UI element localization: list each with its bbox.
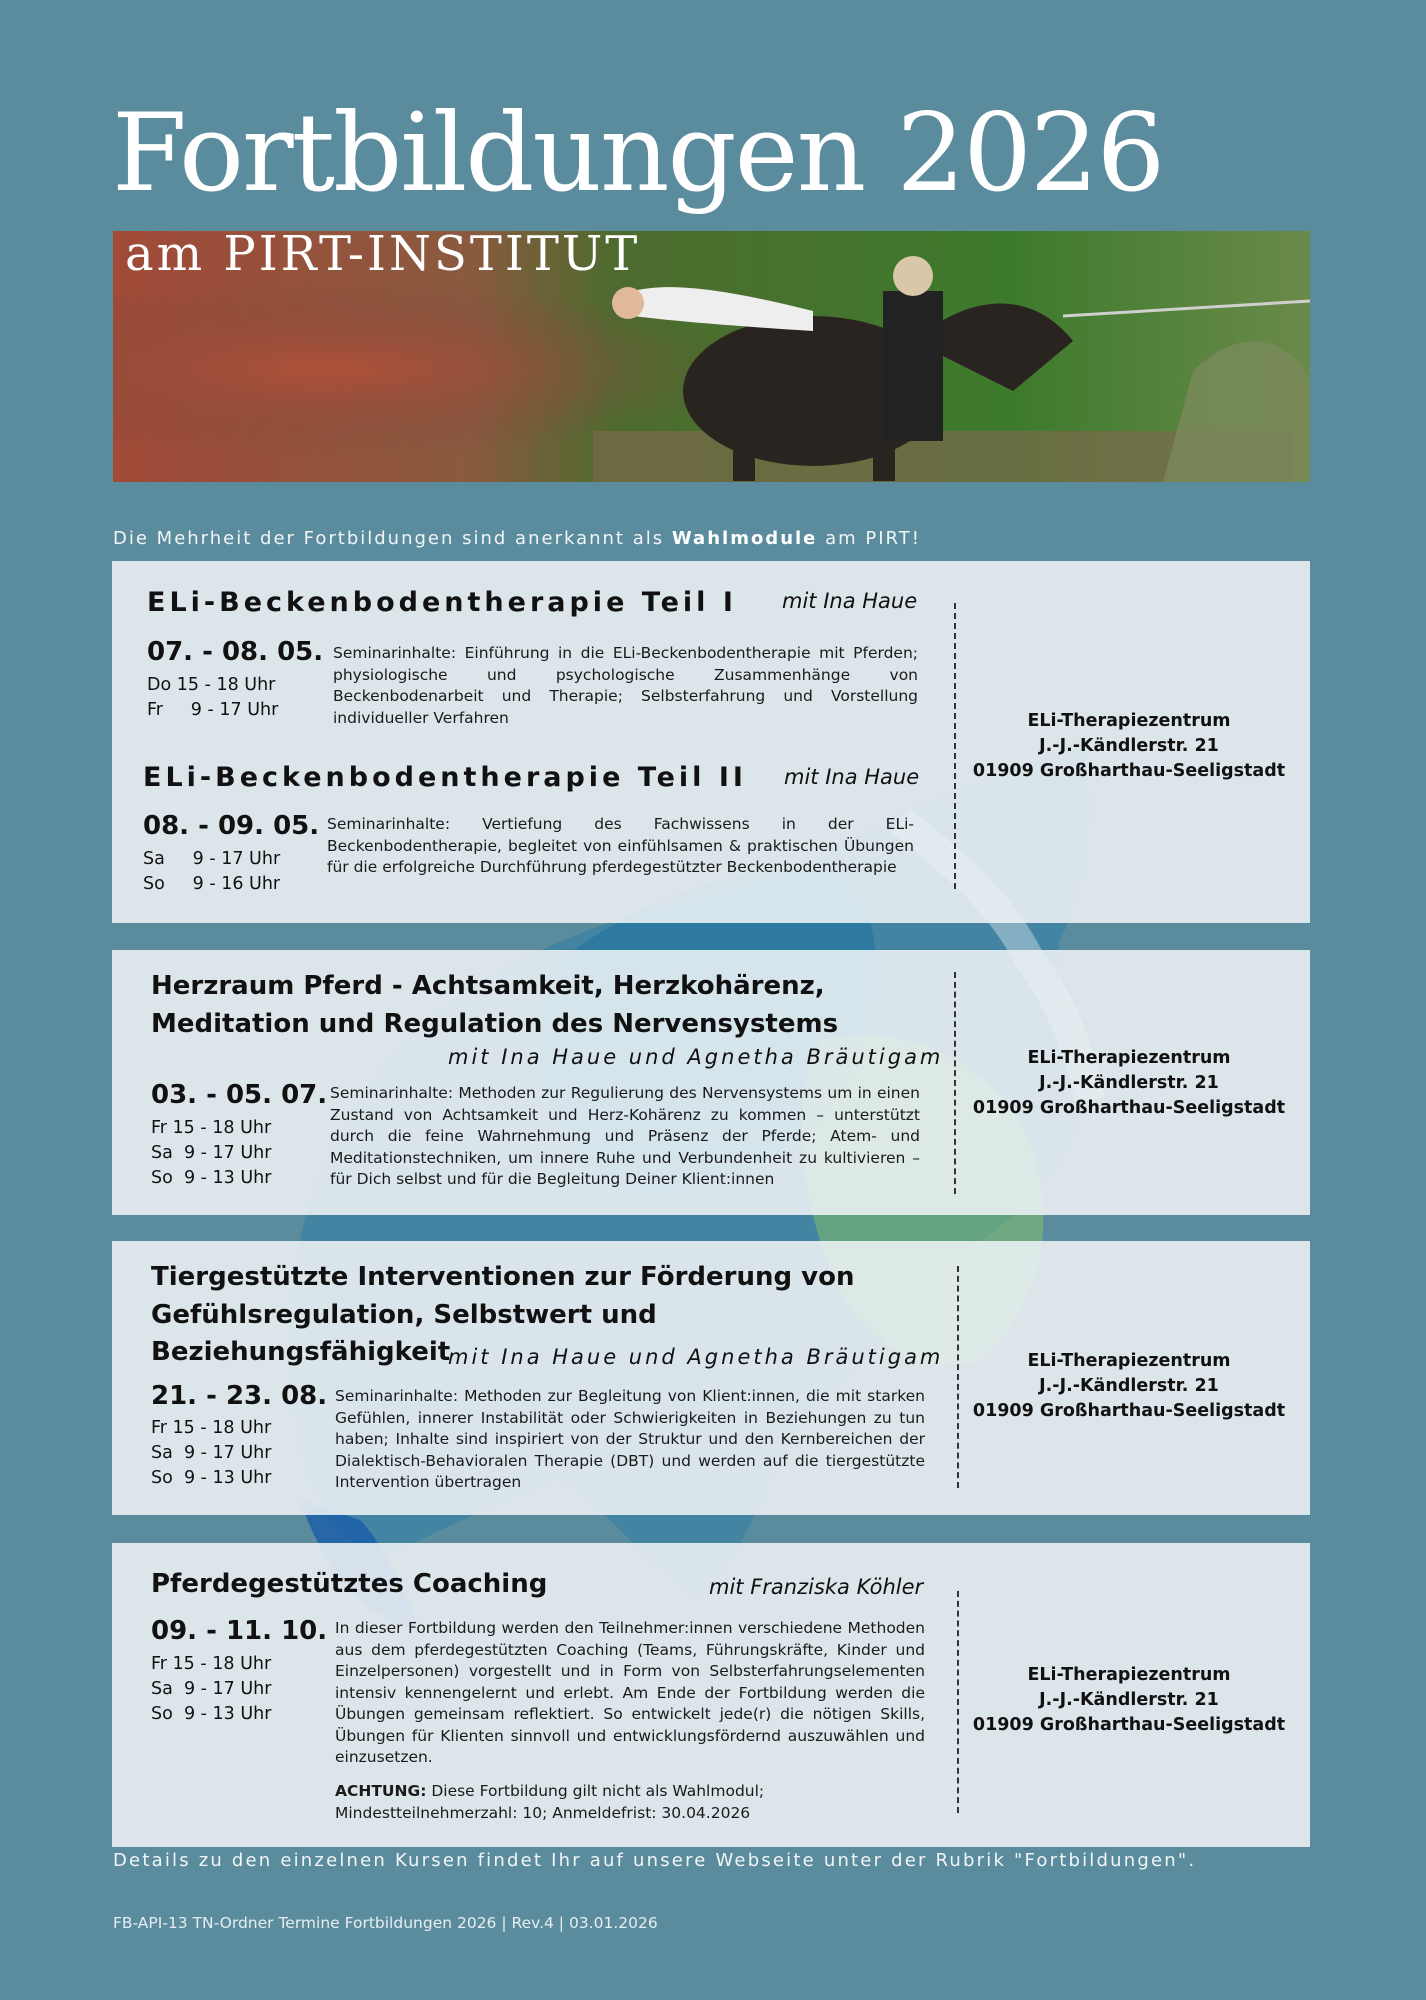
course-times: Sa 9 - 17 Uhr So 9 - 16 Uhr — [143, 849, 281, 894]
course-teacher: mit Ina Haue und Agnetha Bräutigam — [448, 1045, 944, 1069]
location-address — [959, 1349, 1299, 1424]
course-card-coaching — [112, 1543, 1310, 1847]
course-date: 07. - 08. 05. — [147, 637, 324, 667]
location-city: 01909 Großharthau-Seeligstadt — [972, 1098, 1286, 1118]
location-street: J.-J.-Kändlerstr. 21 — [1039, 736, 1219, 756]
location-name: ELi-Therapiezentrum — [1027, 1048, 1231, 1068]
course-date: 09. - 11. 10. — [151, 1616, 328, 1646]
course-description: Seminarinhalte: Einführung in die ELi-Beckenbodentherapie mit Pferden; physiologische und psychologische Zusammenhänge von Beckenbodenarbeit und Therapie; Selbsterfahrung und Vorstellung individueller Verfahren — [333, 644, 918, 727]
course-title: Tiergestützte Interventionen zur Förderung von Gefühlsregulation, Selbstwert und Beziehungsfähigkeit — [151, 1262, 855, 1368]
course-teacher: mit Ina Haue — [782, 589, 918, 613]
course-times: Fr 15 - 18 Uhr Sa 9 - 17 Uhr So 9 - 13 Uhr — [151, 1418, 272, 1488]
course-description: Seminarinhalte: Vertiefung des Fachwissens in der ELi-Beckenbodentherapie, begleitet von einfühlsamen & praktischen Übungen für die erfolgreiche Durchführung pferdegestützter Beckenbodentherapie — [327, 815, 914, 876]
intro-text — [113, 528, 921, 549]
course-teacher: mit Franziska Köhler — [709, 1575, 924, 1599]
intro-highlight: Wahlmodule — [671, 528, 818, 549]
course-description: Seminarinhalte: Methoden zur Regulierung des Nervensystems um in einen Zustand von Achtsamkeit und Herz-Kohärenz zu kommen – unterstützt durch die feine Wahrnehmung und Präsenz der Pferde; Atem- und Meditationstechniken, um innere Ruhe und Verbundenheit zu kultivieren – für Dich selbst und für die Begleitung Deiner Klient:innen — [330, 1084, 920, 1188]
location-city: 01909 Großharthau-Seeligstadt — [972, 1715, 1286, 1735]
location-city: 01909 Großharthau-Seeligstadt — [972, 761, 1286, 781]
location-street: J.-J.-Kändlerstr. 21 — [1039, 1376, 1219, 1396]
course-date: 03. - 05. 07. — [151, 1080, 328, 1110]
course-card-tiergestuetzt — [112, 1241, 1310, 1515]
course-date: 08. - 09. 05. — [143, 811, 320, 841]
divider-line — [954, 972, 956, 1194]
divider-line — [954, 603, 956, 889]
course-title: ELi-Beckenbodentherapie Teil II — [143, 762, 747, 793]
page-title: Fortbildungen 2026 — [112, 91, 1164, 216]
location-name: ELi-Therapiezentrum — [1027, 711, 1231, 731]
location-address — [959, 709, 1299, 784]
document-id: FB-API-13 TN-Ordner Termine Fortbildungen 2026 | Rev.4 | 03.01.2026 — [113, 1914, 658, 1932]
warning-text: Diese Fortbildung gilt nicht als Wahlmodul; — [426, 1782, 765, 1800]
location-street: J.-J.-Kändlerstr. 21 — [1039, 1690, 1219, 1710]
course-description: Seminarinhalte: Methoden zur Begleitung von Klient:innen, die mit starken Gefühlen, innerer Instabilität oder Schwierigkeiten in Beziehungen zu tun haben; Inhalte sind inspiriert von der Struktur und den Kernbereichen der Dialektisch-Behavioralen Therapie (DBT) und werden auf die tiergestützte Intervention übertragen — [335, 1387, 925, 1491]
warning-label: ACHTUNG: — [335, 1782, 427, 1800]
course-description: In dieser Fortbildung werden den Teilnehmer:innen verschiedene Methoden aus dem pferdegestützten Coaching (Teams, Führungskräfte, Kinder und Einzelpersonen) vorgestellt und in Form von Selbsterfahrungselementen intensiv kennengelernt und erlebt. Am Ende der Fortbildung werden die Übungen gemeinsam reflektiert. So entwickelt jede(r) die nötigen Skills, Übungen für Klienten sinnvoll und entwicklungsfördernd auszuwählen und einzusetzen. — [335, 1619, 925, 1766]
intro-prefix: Die Mehrheit der Fortbildungen sind anerkannt als — [113, 528, 672, 549]
course-times: Fr 15 - 18 Uhr Sa 9 - 17 Uhr So 9 - 13 Uhr — [151, 1118, 272, 1188]
course-card-beckenboden — [112, 561, 1310, 923]
course-title: Pferdegestütztes Coaching — [151, 1569, 548, 1599]
course-teacher: mit Ina Haue — [784, 765, 920, 789]
location-city: 01909 Großharthau-Seeligstadt — [972, 1401, 1286, 1421]
course-title: ELi-Beckenbodentherapie Teil I — [147, 587, 737, 618]
location-street: J.-J.-Kändlerstr. 21 — [1039, 1073, 1219, 1093]
course-warning-note — [335, 1781, 935, 1824]
location-name: ELi-Therapiezentrum — [1027, 1665, 1231, 1685]
course-times: Do 15 - 18 Uhr Fr 9 - 17 Uhr — [147, 675, 279, 720]
warning-details: Mindestteilnehmerzahl: 10; Anmeldefrist: 30.04.2026 — [335, 1803, 751, 1822]
course-times: Fr 15 - 18 Uhr Sa 9 - 17 Uhr So 9 - 13 Uhr — [151, 1654, 272, 1724]
location-name: ELi-Therapiezentrum — [1027, 1351, 1231, 1371]
course-card-herzraum — [112, 950, 1310, 1215]
location-address — [959, 1663, 1299, 1738]
intro-suffix: am PIRT! — [817, 528, 921, 549]
course-teacher: mit Ina Haue und Agnetha Bräutigam — [448, 1345, 944, 1369]
details-note: Details zu den einzelnen Kursen findet Ihr auf unsere Webseite unter der Rubrik "Fortbildungen". — [113, 1850, 1197, 1871]
course-date: 21. - 23. 08. — [151, 1381, 328, 1411]
page-subtitle: am PIRT-INSTITUT — [125, 226, 641, 282]
course-title: Herzraum Pferd - Achtsamkeit, Herzkohärenz, Meditation und Regulation des Nervensystems — [151, 971, 839, 1039]
location-address — [959, 1046, 1299, 1121]
